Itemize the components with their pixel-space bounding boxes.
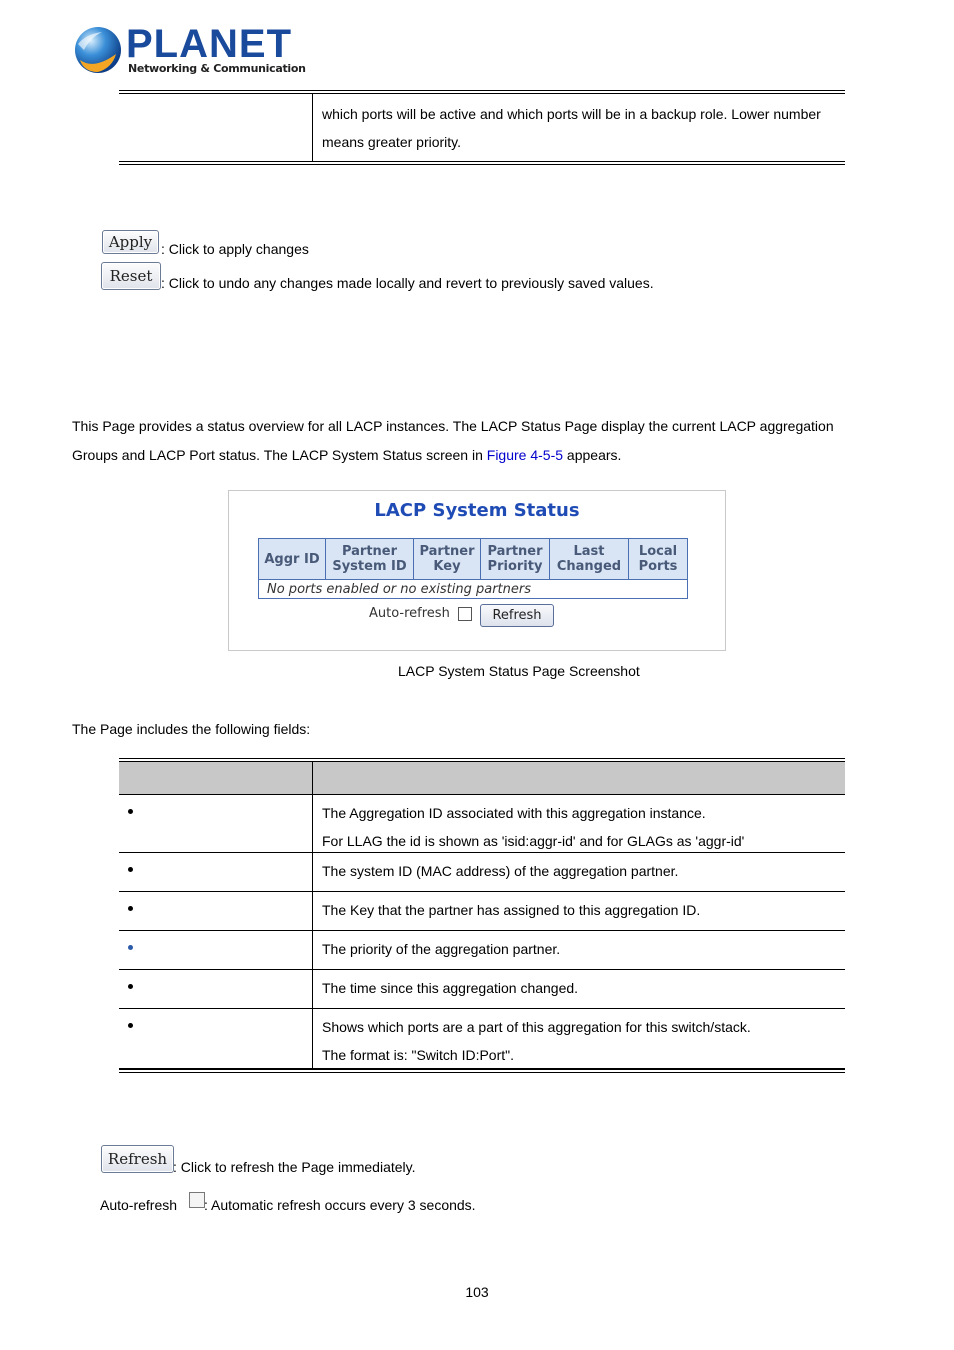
lacp-status-table [258, 538, 688, 599]
field-description: The Key that the partner has assigned to this aggregation ID. [322, 902, 701, 918]
table-row [119, 795, 845, 853]
logo-wordmark: PLANET [126, 22, 292, 66]
bullet [128, 945, 133, 950]
apply-button[interactable]: Apply [102, 230, 159, 254]
intro-line-2 [72, 447, 621, 463]
field-description: The Aggregation ID associated with this aggregation instance. [322, 805, 706, 821]
table-header-row [259, 539, 688, 580]
auto-refresh-description: : Automatic refresh occurs every 3 seconds. [204, 1197, 476, 1213]
table-header-row [119, 762, 845, 795]
screenshot-title: LACP System Status [374, 500, 580, 521]
field-description: The time since this aggregation changed. [322, 980, 579, 996]
table-row [119, 970, 845, 1009]
fields-table [119, 758, 845, 1073]
auto-refresh-label: Auto-refresh [100, 1197, 178, 1213]
table-row [119, 853, 845, 892]
figure-caption: LACP System Status Page Screenshot [398, 663, 640, 679]
auto-refresh-label: Auto-refresh [369, 606, 450, 621]
header-aggr-id: Aggr ID [259, 539, 326, 580]
table-row [119, 892, 845, 931]
bullet [128, 1023, 133, 1028]
refresh-button[interactable]: Refresh [101, 1145, 174, 1173]
header-partner-key: Partner Key [414, 539, 481, 580]
table-row [119, 1009, 845, 1069]
table-cell-empty [119, 94, 313, 161]
intro-text: appears. [563, 447, 622, 463]
description-line: which ports will be active and which ports will be in a backup role. Lower number [322, 106, 821, 122]
table-row [119, 931, 845, 970]
bullet [128, 867, 133, 872]
fields-intro: The Page includes the following fields: [72, 721, 311, 737]
lacp-status-screenshot [228, 490, 726, 651]
header-partner-priority: Partner Priority [481, 539, 550, 580]
field-description: Shows which ports are a part of this aggregation for this switch/stack. [322, 1019, 751, 1035]
header-local-ports: Local Ports [629, 539, 688, 580]
empty-message: No ports enabled or no existing partners [259, 580, 688, 599]
intro-text: Groups and LACP Port status. The LACP System Status screen in [72, 447, 487, 463]
auto-refresh-checkbox[interactable] [189, 1192, 205, 1208]
table-bottom-rule [119, 161, 845, 165]
parameter-table-continued [119, 90, 845, 165]
table-row [119, 94, 845, 161]
field-description: The system ID (MAC address) of the aggregation partner. [322, 863, 679, 879]
refresh-description: : Click to refresh the Page immediately. [173, 1159, 416, 1175]
figure-link[interactable]: Figure 4-5-5 [486, 447, 564, 463]
bullet [128, 809, 133, 814]
auto-refresh-checkbox[interactable] [458, 607, 472, 621]
refresh-button[interactable]: Refresh [480, 604, 554, 627]
header-last-changed: Last Changed [550, 539, 629, 580]
field-description: The format is: "Switch ID:Port". [322, 1047, 514, 1063]
table-row [259, 580, 688, 599]
table-cell-description [313, 94, 845, 161]
table-bottom-rule [119, 1069, 845, 1073]
header-object [119, 762, 313, 794]
page-number: 103 [465, 1284, 489, 1300]
reset-description: : Click to undo any changes made locally and revert to previously saved values. [161, 275, 654, 291]
bullet [128, 984, 133, 989]
logo-tagline: Networking & Communication [128, 62, 306, 75]
planet-logo [72, 22, 306, 80]
intro-line-1: This Page provides a status overview for all LACP instances. The LACP Status Page display the current LACP aggregation [72, 418, 834, 434]
field-description: For LLAG the id is shown as 'isid:aggr-id' and for GLAGs as 'aggr-id' [322, 833, 745, 849]
globe-icon [72, 24, 124, 76]
header-partner-system-id: Partner System ID [326, 539, 414, 580]
bullet [128, 906, 133, 911]
description-line: means greater priority. [322, 134, 462, 150]
apply-description: : Click to apply changes [161, 241, 309, 257]
reset-button[interactable]: Reset [101, 262, 161, 290]
field-description: The priority of the aggregation partner. [322, 941, 561, 957]
